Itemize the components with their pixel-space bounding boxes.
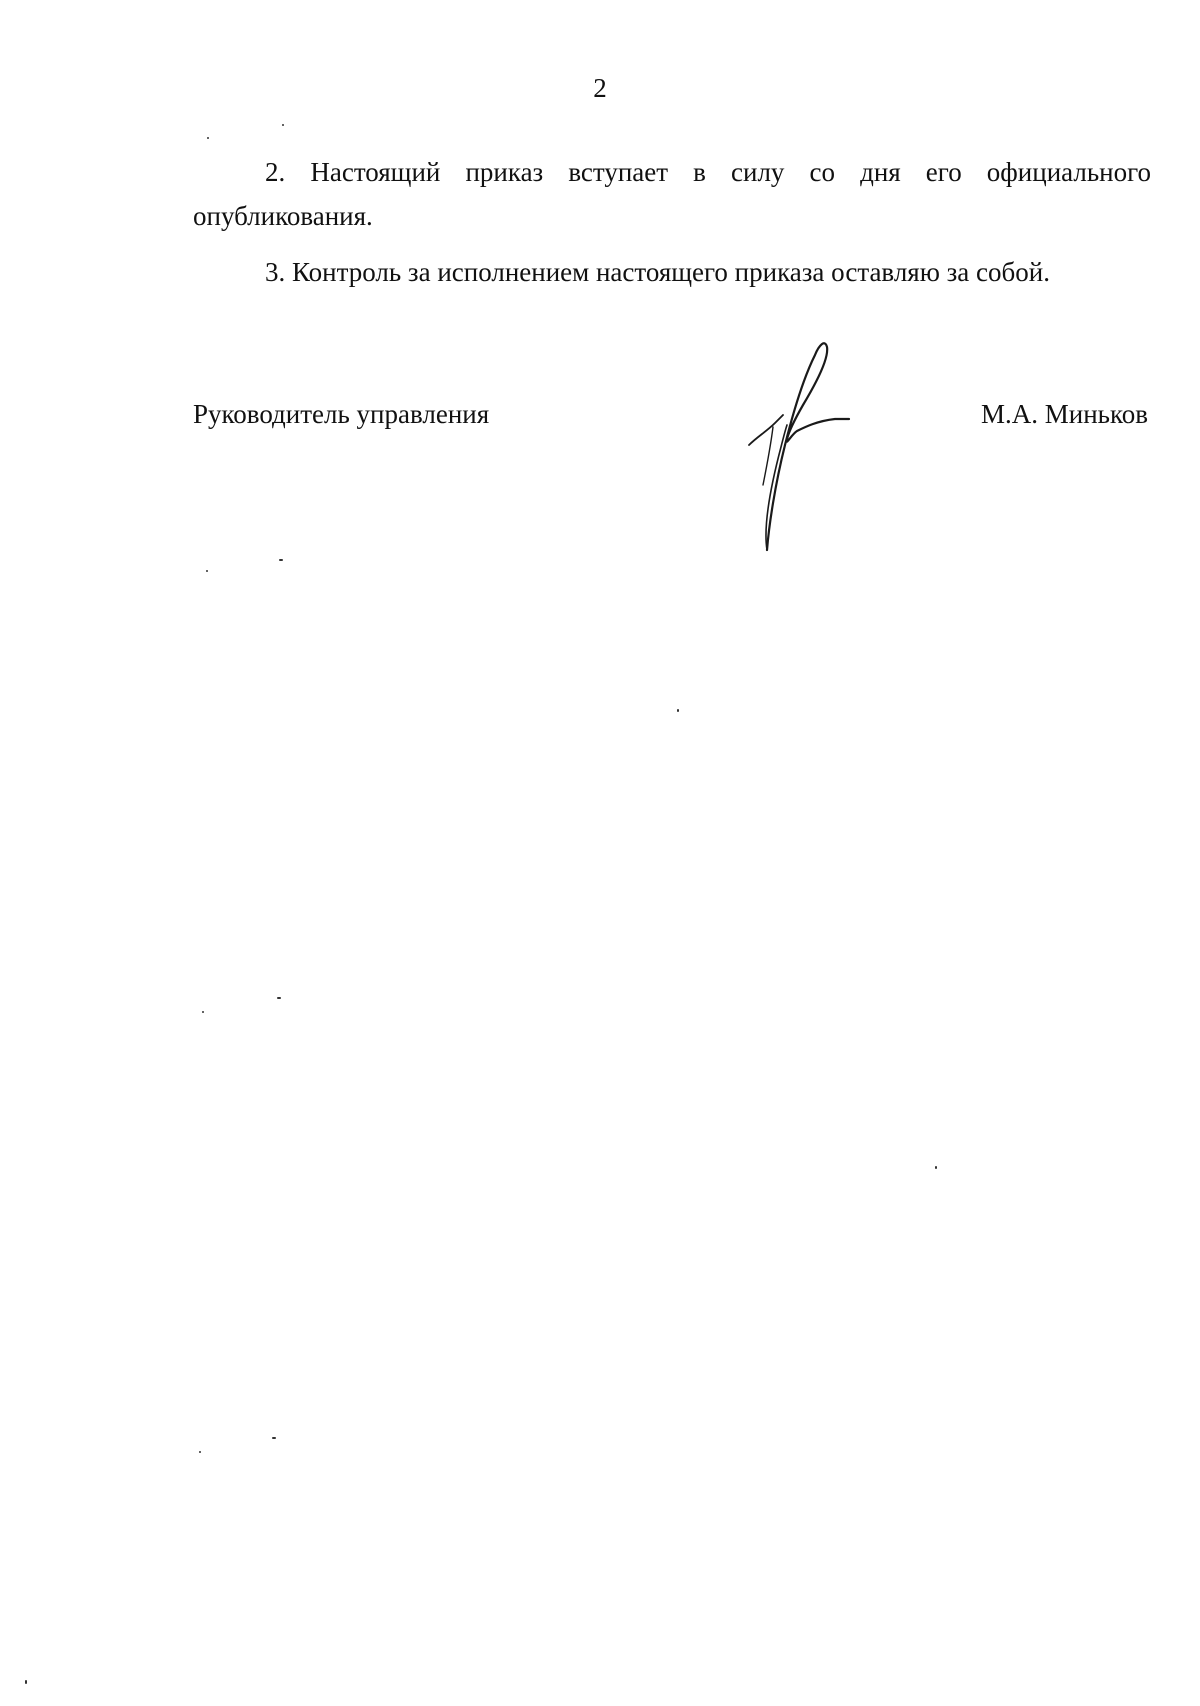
signer-name: М.А. Миньков bbox=[981, 399, 1148, 429]
paragraph-2: 2. Настоящий приказ вступает в силу со дня его официального опубликования. bbox=[193, 157, 1151, 231]
signer-title: Руководитель управления bbox=[193, 399, 490, 429]
scan-speck bbox=[935, 1166, 937, 1169]
scan-speck bbox=[202, 1011, 204, 1013]
scan-speck bbox=[677, 709, 679, 712]
scan-speck bbox=[25, 1680, 27, 1684]
scan-speck bbox=[272, 1437, 276, 1439]
scan-speck bbox=[199, 1451, 201, 1453]
scan-speck bbox=[279, 559, 283, 561]
signature-block bbox=[193, 394, 1148, 434]
scan-speck bbox=[206, 570, 208, 572]
handwritten-signature bbox=[745, 335, 855, 555]
paragraph-3: 3. Контроль за исполнением настоящего приказа оставляю за собой. bbox=[265, 257, 1050, 287]
scan-speck bbox=[277, 997, 281, 999]
scan-speck bbox=[207, 137, 209, 139]
page-number: 2 bbox=[593, 73, 607, 103]
scan-speck bbox=[282, 124, 284, 126]
